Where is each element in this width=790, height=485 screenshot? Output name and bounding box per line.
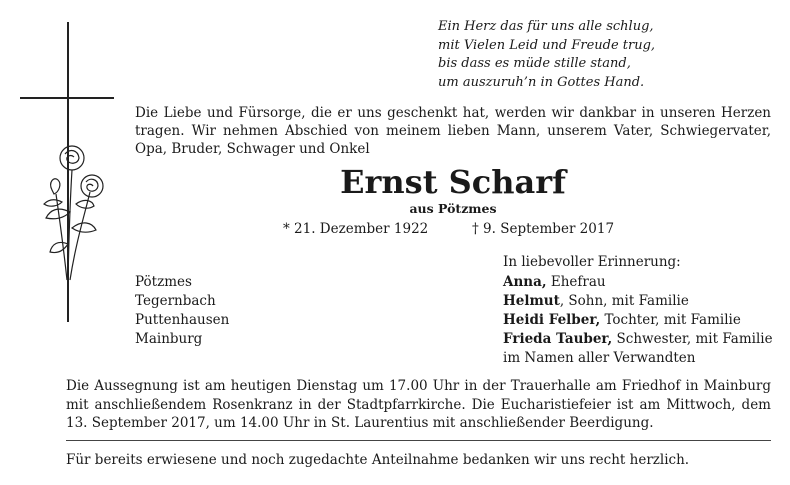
mourner-relation: , Sohn, mit Familie (559, 293, 689, 309)
mourner-item (503, 292, 773, 311)
memory-heading: In liebevoller Erinnerung: (503, 254, 681, 270)
mourner-relation: Schwester, mit Familie (612, 331, 773, 347)
mourner-relation: Tochter, mit Familie (600, 312, 741, 328)
mourner-item (503, 273, 773, 292)
poem-line: um auszuruh’n in Gottes Hand. (438, 74, 645, 90)
mourner-name: Anna, (503, 274, 547, 290)
place-item: Pötzmes (135, 274, 192, 290)
mourners-list (503, 273, 773, 368)
service-text: Die Aussegnung ist am heutigen Dienstag um 17.00 Uhr in der Trauerhalle am Friedhof in Mainburg mit anschließendem Rosenkranz in der Stadtpfarrkirche. Die Eucharistiefeier ist am Mittwoch, dem 13. September 2017, um 14.00 Uhr in St. Laurentius mit anschließender Beerdigung. (66, 378, 771, 431)
places-list (135, 273, 229, 349)
birth-date: * 21. Dezember 1922 (283, 221, 429, 237)
cross-bar-icon (20, 97, 114, 99)
place-item: Tegernbach (135, 293, 216, 309)
mourner-name: Helmut (503, 293, 560, 309)
poem-line: mit Vielen Leid und Freude trug, (438, 37, 656, 53)
divider (66, 440, 771, 441)
poem-line: bis dass es müde stille stand, (438, 56, 631, 71)
mourner-name: Frieda Tauber, (503, 331, 613, 347)
mourner-item (503, 311, 773, 330)
mourner-relation: Ehefrau (546, 274, 606, 290)
poem (438, 18, 768, 92)
intro-text: Die Liebe und Fürsorge, die er uns geschenkt hat, werden wir dankbar in unseren Herzen tragen. Wir nehmen Abschied von meinem lieben Mann, unserem Vater, Schwiegervater, Opa, Bruder, Schwager und Onkel (135, 105, 771, 157)
poem-line: Ein Herz das für uns alle schlug, (438, 19, 654, 34)
mourner-name: Heidi Felber, (503, 312, 601, 328)
place-item: Mainburg (135, 331, 203, 347)
roses-icon (32, 132, 112, 282)
place-item: Puttenhausen (135, 312, 230, 328)
deceased-origin: aus Pötzmes (409, 201, 497, 216)
death-date: † 9. September 2017 (472, 221, 615, 237)
deceased-name: Ernst Scharf (340, 163, 566, 201)
thanks-text: Für bereits erwiesene und noch zugedachte Anteilnahme bedanken wir uns recht herzlich. (66, 452, 690, 468)
mourners-closing: im Namen aller Verwandten (503, 350, 696, 366)
mourner-item (503, 330, 773, 349)
